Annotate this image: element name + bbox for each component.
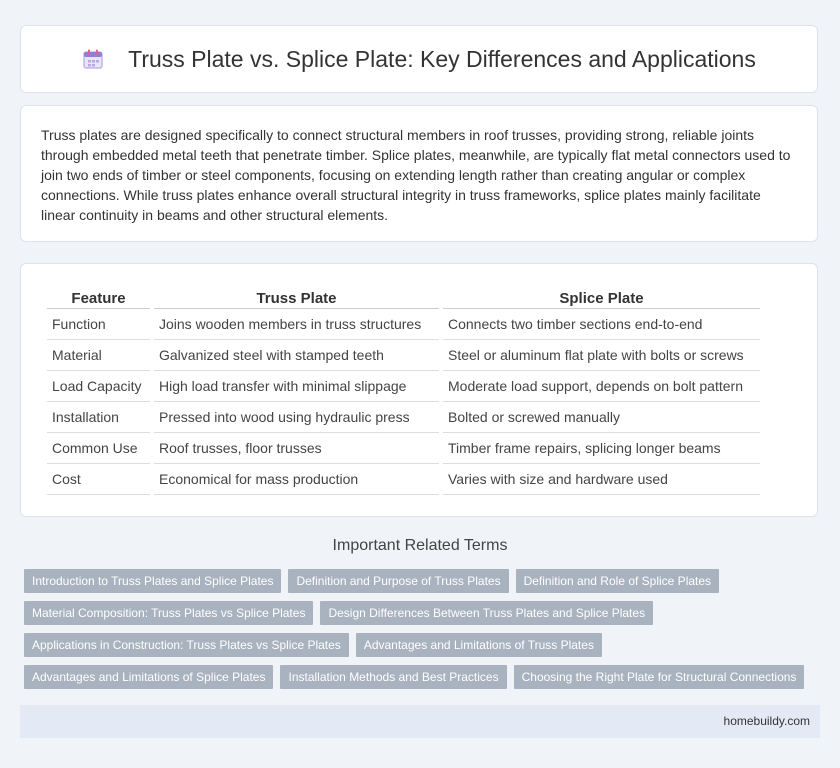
table-row: [47, 433, 760, 464]
page-title: Truss Plate vs. Splice Plate: Key Differences and Applications: [128, 45, 756, 72]
feature-cell: Cost: [47, 464, 150, 495]
table-row: [47, 371, 760, 402]
table-row: [47, 464, 760, 495]
table-row: [47, 340, 760, 371]
truss-plate-cell: Roof trusses, floor trusses: [154, 433, 439, 464]
header-truss-plate: Truss Plate: [154, 286, 439, 309]
truss-plate-cell: Galvanized steel with stamped teeth: [154, 340, 439, 371]
truss-plate-cell: Economical for mass production: [154, 464, 439, 495]
table-body: [47, 309, 760, 495]
header-splice-plate: Splice Plate: [443, 286, 760, 309]
comparison-card: [20, 263, 818, 517]
truss-plate-cell: Pressed into wood using hydraulic press: [154, 402, 439, 433]
footer: [20, 705, 820, 738]
related-term-tag[interactable]: Definition and Role of Splice Plates: [516, 569, 719, 593]
related-term-tag[interactable]: Advantages and Limitations of Truss Plates: [356, 633, 602, 657]
feature-cell: Function: [47, 309, 150, 340]
tag-row: [24, 601, 824, 625]
feature-cell: Installation: [47, 402, 150, 433]
splice-plate-cell: Bolted or screwed manually: [443, 402, 760, 433]
tag-row: [24, 633, 824, 657]
intro-card: [20, 105, 818, 242]
related-term-tag[interactable]: Definition and Purpose of Truss Plates: [288, 569, 508, 593]
truss-plate-cell: High load transfer with minimal slippage: [154, 371, 439, 402]
related-term-tag[interactable]: Material Composition: Truss Plates vs Splice Plates: [24, 601, 313, 625]
feature-cell: Material: [47, 340, 150, 371]
title-card: [20, 25, 818, 93]
table-row: [47, 402, 760, 433]
related-terms-list: [24, 569, 824, 697]
header-feature: Feature: [47, 286, 150, 309]
table-header-row: [47, 286, 760, 309]
feature-cell: Load Capacity: [47, 371, 150, 402]
splice-plate-cell: Varies with size and hardware used: [443, 464, 760, 495]
truss-plate-cell: Joins wooden members in truss structures: [154, 309, 439, 340]
footer-site[interactable]: homebuildy.com: [723, 714, 810, 728]
related-term-tag[interactable]: Design Differences Between Truss Plates and Splice Plates: [320, 601, 653, 625]
related-term-tag[interactable]: Applications in Construction: Truss Plates vs Splice Plates: [24, 633, 349, 657]
related-term-tag[interactable]: Introduction to Truss Plates and Splice Plates: [24, 569, 281, 593]
splice-plate-cell: Moderate load support, depends on bolt pattern: [443, 371, 760, 402]
table-row: [47, 309, 760, 340]
intro-paragraph: Truss plates are designed specifically to connect structural members in roof trusses, providing strong, reliable joints through embedded metal teeth that penetrate timber. Splice plates, meanwhile, are typically flat metal connectors used to join two ends of timber or steel components, focusing on extending length rather than creating angular or complex connections. While truss plates enhance overall structural integrity in truss frameworks, splice plates mainly facilitate linear continuity in beams and other structural elements.: [41, 127, 791, 223]
related-term-tag[interactable]: Advantages and Limitations of Splice Plates: [24, 665, 273, 689]
splice-plate-cell: Timber frame repairs, splicing longer beams: [443, 433, 760, 464]
calendar-icon: [82, 48, 104, 70]
related-term-tag[interactable]: Installation Methods and Best Practices: [280, 665, 506, 689]
feature-cell: Common Use: [47, 433, 150, 464]
related-terms-title: Important Related Terms: [332, 537, 508, 554]
tag-row: [24, 665, 824, 689]
tag-row: [24, 569, 824, 593]
splice-plate-cell: Steel or aluminum flat plate with bolts or screws: [443, 340, 760, 371]
related-term-tag[interactable]: Choosing the Right Plate for Structural Connections: [514, 665, 805, 689]
comparison-table: [43, 286, 764, 495]
splice-plate-cell: Connects two timber sections end-to-end: [443, 309, 760, 340]
